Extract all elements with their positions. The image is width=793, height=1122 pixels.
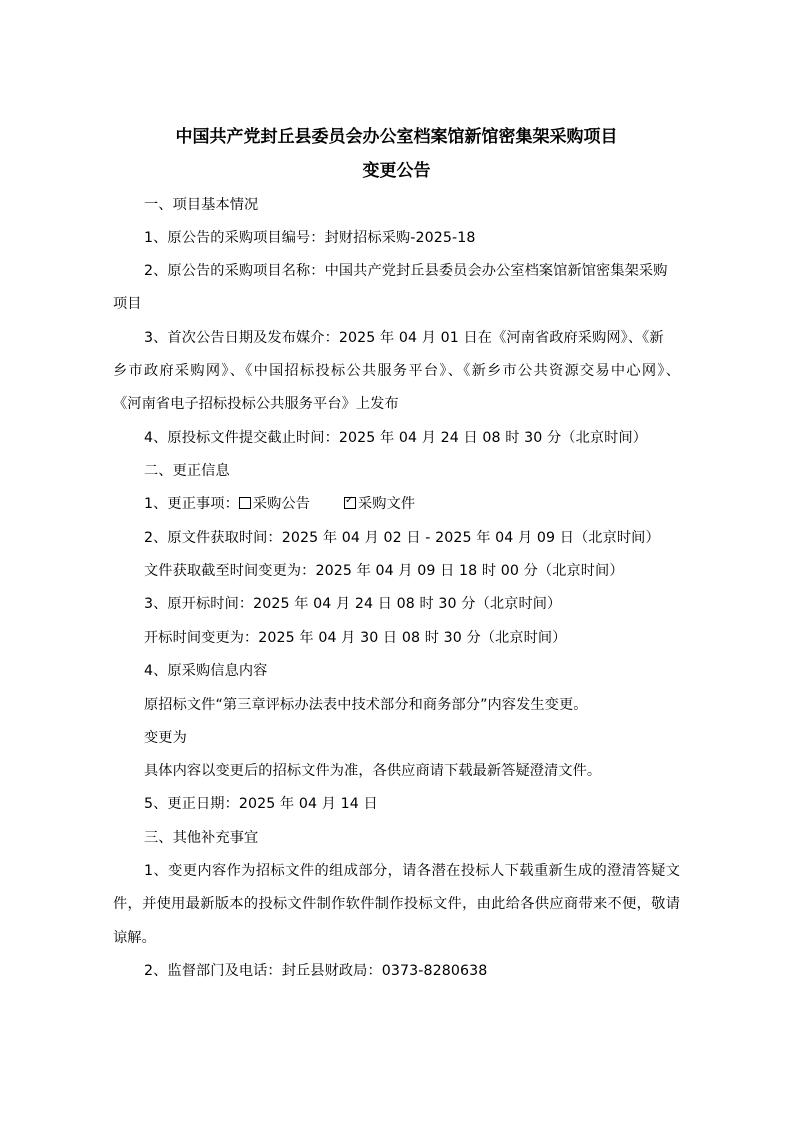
title-line-2: 变更公告 <box>362 161 431 181</box>
section2-item2-change: 文件获取截至时间变更为：2025 年 04 月 09 日 18 时 00 分（北京时间） <box>144 563 624 579</box>
section2-item3-change: 开标时间变更为：2025 年 04 月 30 日 08 时 30 分（北京时间） <box>144 630 567 646</box>
document-option-label: 采购文件 <box>358 496 416 512</box>
section1-item4: 4、原投标文件提交截止时间：2025 年 04 月 24 日 08 时 30 分（北京时间） <box>144 430 648 446</box>
section3-heading: 三、其他补充事宜 <box>144 830 259 846</box>
section3-item1-line2: 件，并使用最新版本的投标文件制作软件制作投标文件，由此给各供应商带来不便，敬请 <box>113 896 680 912</box>
section2-item4: 4、原采购信息内容 <box>144 663 268 679</box>
section1-item2-line2: 项目 <box>113 296 142 312</box>
announcement-checkbox <box>239 497 251 509</box>
section2-item3: 3、原开标时间：2025 年 04 月 24 日 08 时 30 分（北京时间） <box>144 596 562 612</box>
announcement-option-label: 采购公告 <box>252 496 311 512</box>
section1-item3-line1: 3、首次公告日期及发布媒介：2025 年 04 月 01 日在《河南省政府采购网》、《新 <box>144 330 664 346</box>
section1-item3-line2: 乡市政府采购网》、《中国招标投标公共服务平台》、《新乡市公共资源交易中心网》、 <box>113 363 680 379</box>
section2-item4-content: 原招标文件“第三章评标办法表中技术部分和商务部分”内容发生变更。 <box>144 697 588 713</box>
section3-item2: 2、监督部门及电话：封丘县财政局：0373-8280638 <box>144 963 488 979</box>
section1-heading: 一、项目基本情况 <box>144 197 259 213</box>
change-type-prefix: 1、更正事项： <box>144 496 239 512</box>
section3-item1-line3: 谅解。 <box>113 930 156 946</box>
section2-item5: 5、更正日期：2025 年 04 月 14 日 <box>144 796 378 812</box>
section2-change-label: 变更为 <box>144 730 187 746</box>
section2-item2: 2、原文件获取时间：2025 年 04 月 02 日 - 2025 年 04 月 09 日（北京时间） <box>144 530 660 546</box>
document-checkbox <box>344 497 356 509</box>
section2-change-content: 具体内容以变更后的招标文件为准，各供应商请下载最新答疑澄清文件。 <box>144 763 602 779</box>
section1-item1: 1、原公告的采购项目编号：封财招标采购-2025-18 <box>144 230 476 246</box>
section2-item1 <box>144 493 415 513</box>
section3-item1-line1: 1、变更内容作为招标文件的组成部分，请各潜在投标人下载重新生成的澄清答疑文 <box>144 863 680 879</box>
title-line-1: 中国共产党封丘县委员会办公室档案馆新馆密集架采购项目 <box>175 127 618 147</box>
section2-heading: 二、更正信息 <box>144 463 230 479</box>
section1-item3-line3: 《河南省电子招标投标公共服务平台》上发布 <box>113 396 399 412</box>
section1-item2-line1: 2、原公告的采购项目名称：中国共产党封丘县委员会办公室档案馆新馆密集架采购 <box>144 263 668 279</box>
